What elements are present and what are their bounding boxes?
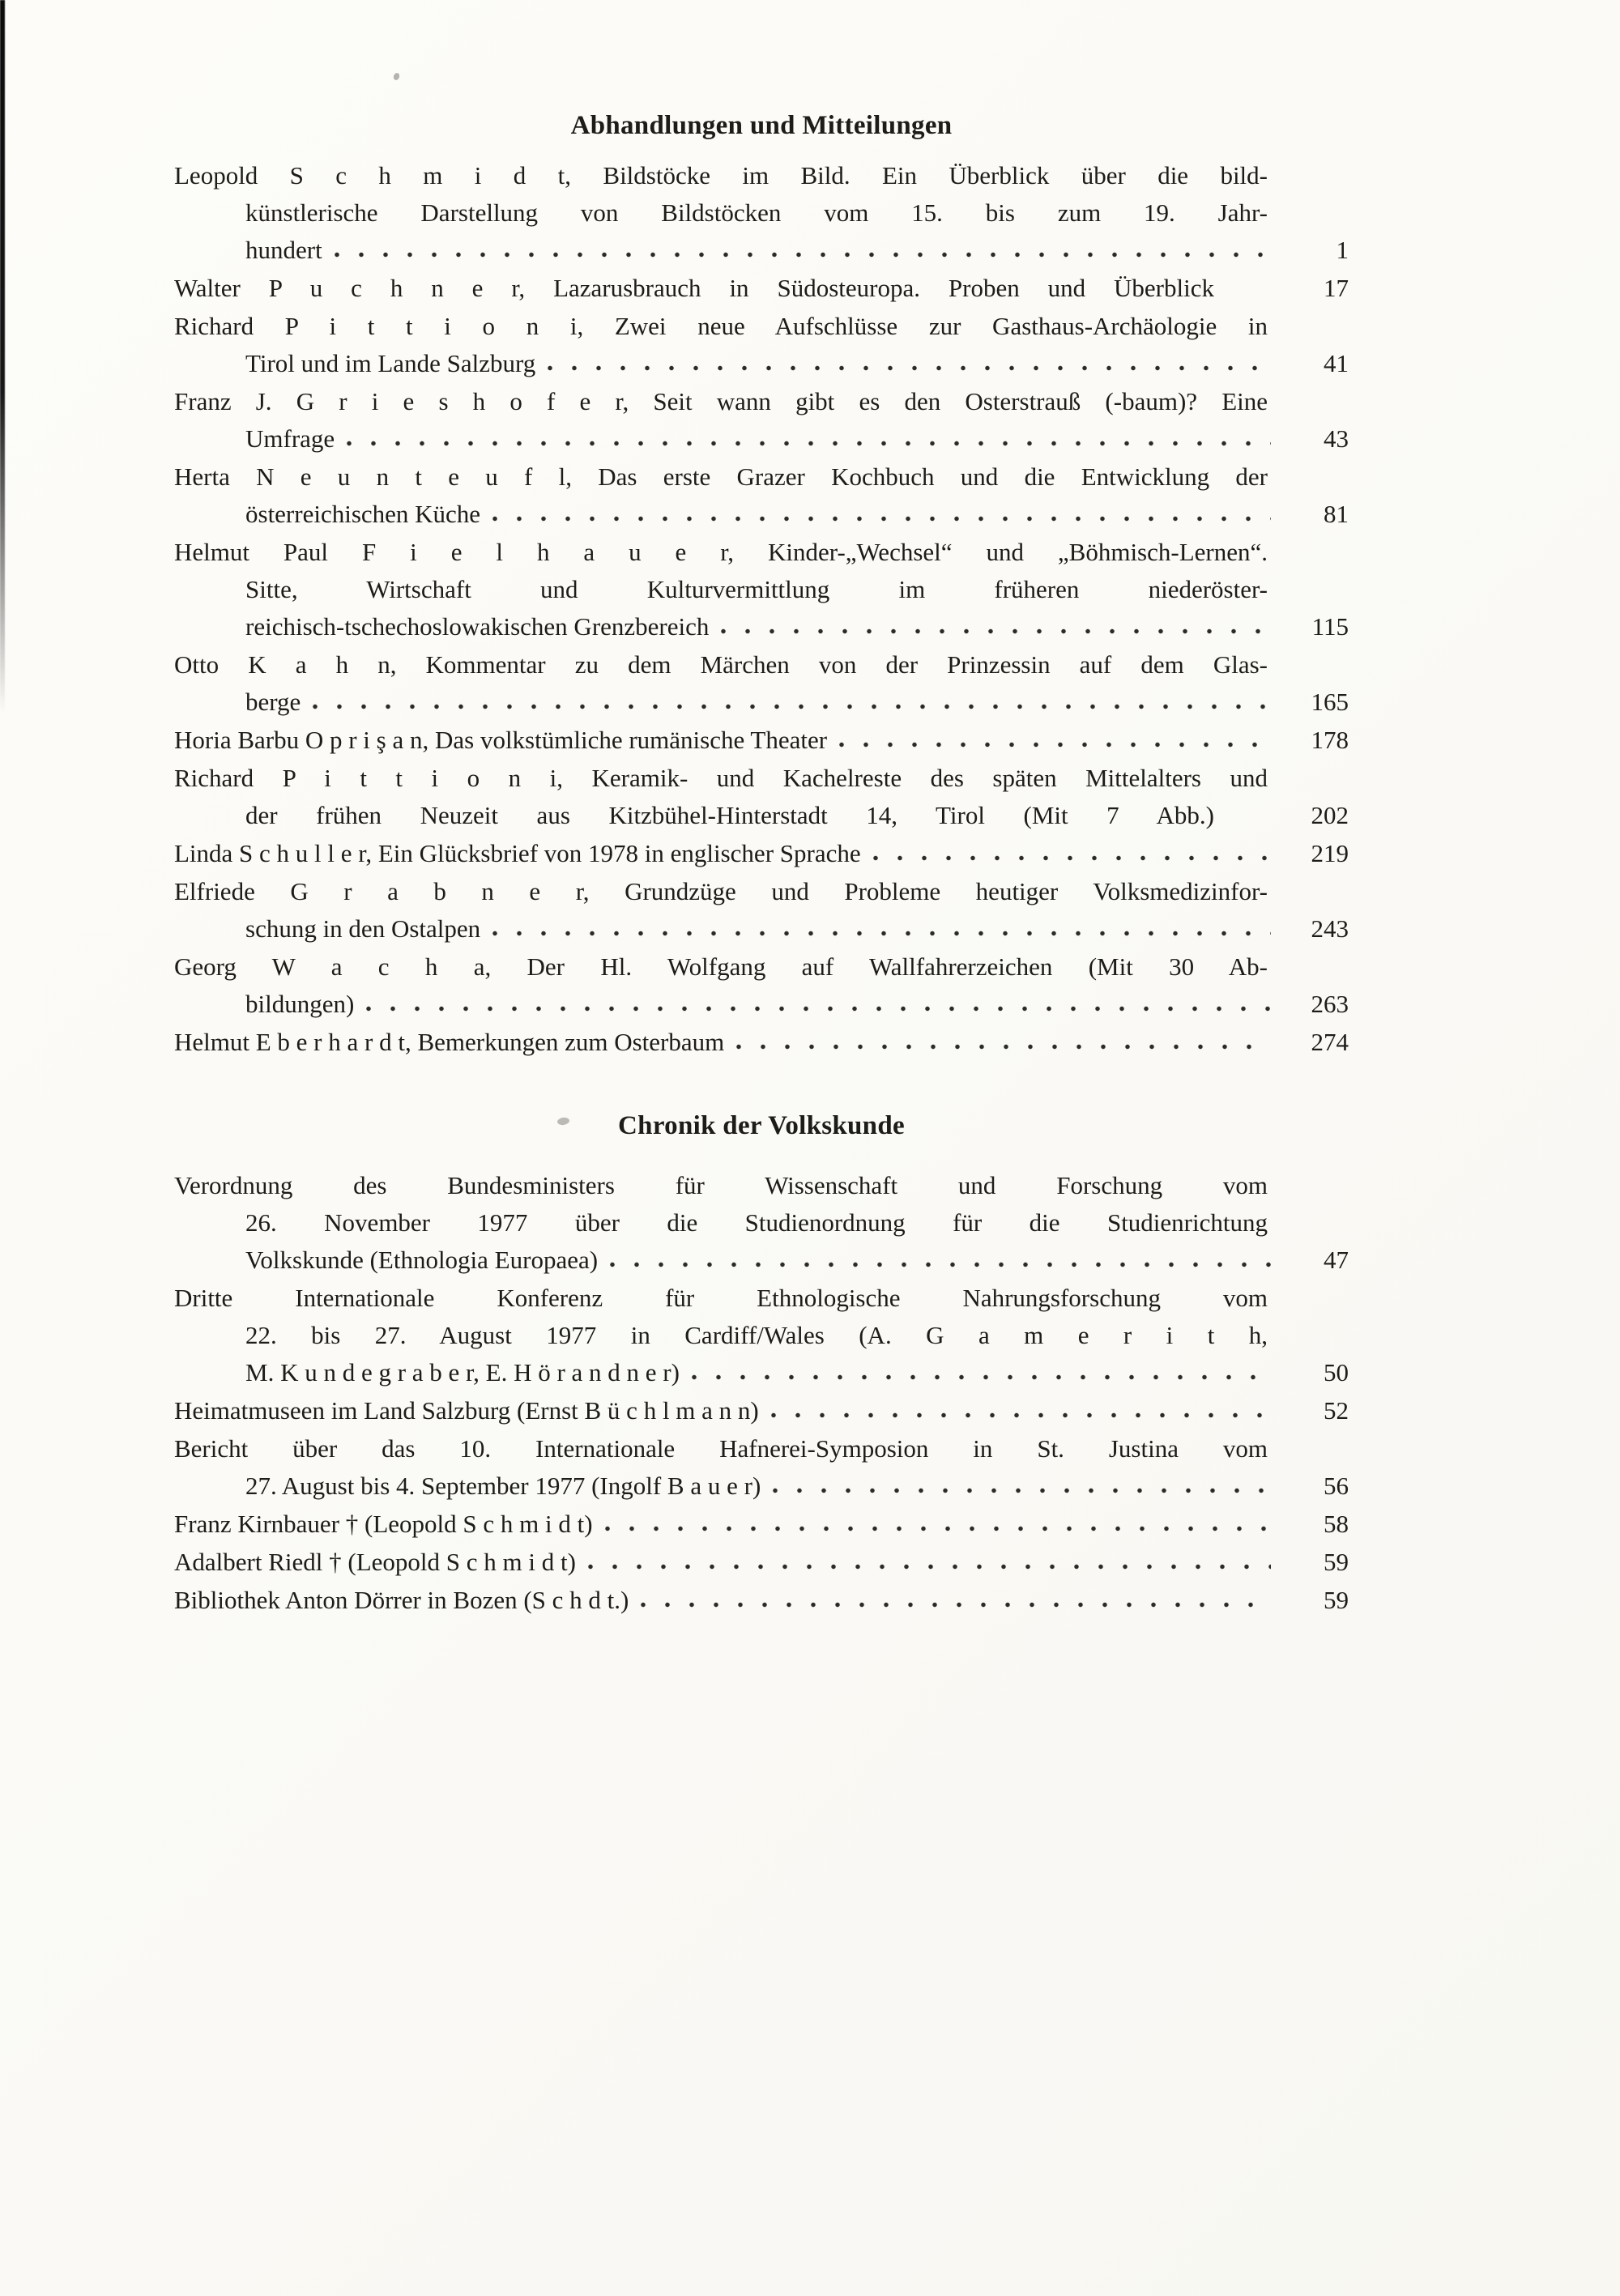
dot-leader xyxy=(346,440,1271,447)
dot-leader xyxy=(735,1043,1271,1050)
entry-line: künstlerische Darstellung von Bildstöcken vom 15. bis zum 19. Jahr- xyxy=(245,198,1268,227)
entry-final-line xyxy=(174,270,1349,307)
entry-line: Georg W a c h a, Der Hl. Wolfgang auf Wallfahrerzeichen (Mit 30 Ab- xyxy=(174,952,1268,981)
entry-text: Adalbert Riedl † (Leopold S c h m i d t) xyxy=(174,1548,576,1576)
page-number: 202 xyxy=(1311,801,1349,829)
dot-leader xyxy=(312,703,1271,710)
toc-section xyxy=(174,1107,1349,1619)
entry-line: Leopold S c h m i d t, Bildstöcke im Bild. Ein Überblick über die bild- xyxy=(174,161,1268,190)
entry-final-line xyxy=(174,1467,1349,1505)
entry-final-line xyxy=(174,986,1349,1023)
entry-final-line xyxy=(174,835,1349,872)
toc-entry xyxy=(174,383,1349,458)
toc-entry xyxy=(174,1544,1349,1581)
entry-text: Bibliothek Anton Dörrer in Bozen (S c h d t.) xyxy=(174,1586,629,1614)
dot-leader xyxy=(547,364,1271,372)
entry-final-line xyxy=(174,232,1349,269)
page-number: 41 xyxy=(1324,349,1349,377)
page-number: 43 xyxy=(1324,424,1349,453)
section-title: Chronik der Volkskunde xyxy=(618,1111,905,1140)
dot-leader xyxy=(720,628,1271,635)
page-number: 52 xyxy=(1324,1396,1349,1425)
entry-final-line xyxy=(174,1544,1349,1581)
toc-entry xyxy=(174,458,1349,533)
page-number: 178 xyxy=(1311,726,1349,754)
entry-line: 22. bis 27. August 1977 in Cardiff/Wales (A. G a m e r i t h, xyxy=(245,1321,1268,1349)
entry-text: österreichischen Küche xyxy=(245,500,481,528)
entry-final-line xyxy=(174,420,1349,458)
entry-text: Franz Kirnbauer † (Leopold S c h m i d t) xyxy=(174,1510,593,1538)
entry-line: Sitte, Wirtschaft und Kulturvermittlung im früheren niederöster- xyxy=(245,575,1268,603)
page-number: 47 xyxy=(1324,1246,1349,1274)
entry-text: Tirol und im Lande Salzburg xyxy=(245,349,536,377)
entry-final-line xyxy=(174,797,1349,834)
entry-final-line xyxy=(174,1392,1349,1429)
entry-final-line xyxy=(174,722,1349,759)
entry-final-line xyxy=(174,1242,1349,1279)
entry-line: Dritte Internationale Konferenz für Ethnologische Nahrungsforschung vom xyxy=(174,1284,1268,1312)
dot-leader xyxy=(587,1563,1271,1570)
page-number: 81 xyxy=(1324,500,1349,528)
toc-entry xyxy=(174,760,1349,834)
entry-line: Richard P i t t i o n i, Keramik- und Kachelreste des späten Mittelalters und xyxy=(174,764,1268,792)
entry-text: M. K u n d e g r a b e r, E. H ö r a n d n e r) xyxy=(245,1358,680,1387)
dot-leader xyxy=(492,515,1271,522)
page-number: 58 xyxy=(1324,1510,1349,1538)
page-number: 115 xyxy=(1311,612,1349,641)
dot-leader xyxy=(770,1412,1271,1419)
toc-section xyxy=(174,107,1349,1061)
toc-entry xyxy=(174,270,1349,307)
page-number: 263 xyxy=(1311,990,1349,1018)
page-number: 219 xyxy=(1311,839,1349,867)
page-number: 17 xyxy=(1324,274,1349,302)
entry-text: Heimatmuseen im Land Salzburg (Ernst B ü c h l m a n n) xyxy=(174,1396,759,1425)
entry-final-line xyxy=(174,608,1349,645)
toc-entry xyxy=(174,722,1349,759)
dot-leader xyxy=(691,1374,1271,1381)
entry-text: 27. August bis 4. September 1977 (Ingolf B a u e r) xyxy=(245,1472,761,1500)
page-number: 59 xyxy=(1324,1548,1349,1576)
toc-entry xyxy=(174,1280,1349,1391)
toc-entry xyxy=(174,157,1349,269)
entry-text: reichisch-tschechoslowakischen Grenzbereich xyxy=(245,612,710,641)
page-number: 50 xyxy=(1324,1358,1349,1387)
dot-leader xyxy=(772,1487,1271,1494)
entry-final-line xyxy=(174,345,1349,382)
page-number: 56 xyxy=(1324,1472,1349,1500)
toc-entry xyxy=(174,1392,1349,1429)
entry-final-line xyxy=(174,1024,1349,1061)
entry-final-line xyxy=(174,1506,1349,1543)
toc-entry xyxy=(174,835,1349,872)
section-title: Abhandlungen und Mitteilungen xyxy=(570,111,953,140)
entry-final-line xyxy=(174,1354,1349,1391)
entry-final-line xyxy=(174,1582,1349,1619)
entry-final-line xyxy=(174,496,1349,533)
entry-line: Richard P i t t i o n i, Zwei neue Aufschlüsse zur Gasthaus-Archäologie in xyxy=(174,312,1268,340)
entry-text: Horia Barbu O p r i ş a n, Das volkstümliche rumänische Theater xyxy=(174,726,828,754)
toc-entry xyxy=(174,873,1349,948)
entry-line: Bericht über das 10. Internationale Hafnerei-Symposion in St. Justina vom xyxy=(174,1434,1268,1463)
entry-final-line xyxy=(174,910,1349,948)
entry-text: Linda S c h u l l e r, Ein Glücksbrief von 1978 in englischer Sprache xyxy=(174,839,861,867)
dot-leader xyxy=(640,1601,1271,1608)
page-number: 59 xyxy=(1324,1586,1349,1614)
toc-entry xyxy=(174,1506,1349,1543)
entry-text: berge xyxy=(245,688,301,716)
entry-line: Helmut Paul F i e l h a u e r, Kinder-„Wechsel“ und „Böhmisch-Lernen“. xyxy=(174,538,1268,566)
entry-line: 26. November 1977 über die Studienordnung für die Studienrichtung xyxy=(245,1208,1268,1237)
entry-text: Volkskunde (Ethnologia Europaea) xyxy=(245,1246,599,1274)
dot-leader xyxy=(609,1261,1271,1268)
entry-line: Franz J. G r i e s h o f e r, Seit wann gibt es den Osterstrauß (-baum)? Eine xyxy=(174,387,1268,415)
entry-text: der frühen Neuzeit aus Kitzbühel-Hinterstadt 14, Tirol (Mit 7 Abb.) xyxy=(245,801,1214,829)
dot-leader xyxy=(492,930,1271,937)
dot-leader xyxy=(872,854,1271,862)
entry-line: Herta N e u n t e u f l, Das erste Grazer Kochbuch und die Entwicklung der xyxy=(174,462,1268,491)
toc-entry xyxy=(174,1430,1349,1505)
toc-entry xyxy=(174,1582,1349,1619)
page-number: 243 xyxy=(1311,914,1349,943)
dot-leader xyxy=(838,741,1271,748)
entry-text: Walter P u c h n e r, Lazarusbrauch in Südosteuropa. Proben und Überblick xyxy=(174,274,1214,302)
dot-leader xyxy=(365,1005,1271,1012)
entry-line: Elfriede G r a b n e r, Grundzüge und Probleme heutiger Volksmedizinfor- xyxy=(174,877,1268,905)
toc-entry xyxy=(174,1024,1349,1061)
entry-line: Otto K a h n, Kommentar zu dem Märchen von der Prinzessin auf dem Glas- xyxy=(174,650,1268,679)
dot-leader xyxy=(604,1525,1271,1532)
entry-final-line xyxy=(174,684,1349,721)
entry-text: bildungen) xyxy=(245,990,355,1018)
entry-text: schung in den Ostalpen xyxy=(245,914,481,943)
toc-entry xyxy=(174,646,1349,721)
entry-text: Umfrage xyxy=(245,424,335,453)
toc-entry xyxy=(174,534,1349,645)
entry-line: Verordnung des Bundesministers für Wissenschaft und Forschung vom xyxy=(174,1171,1268,1199)
page-number: 1 xyxy=(1336,236,1349,264)
dot-leader xyxy=(334,251,1271,258)
entry-text: Helmut E b e r h a r d t, Bemerkungen zum Osterbaum xyxy=(174,1028,725,1056)
page-number: 165 xyxy=(1311,688,1349,716)
page-number: 274 xyxy=(1311,1028,1349,1056)
entry-text: hundert xyxy=(245,236,322,264)
toc-entry xyxy=(174,948,1349,1023)
toc-entry xyxy=(174,1167,1349,1279)
toc-entry xyxy=(174,308,1349,382)
